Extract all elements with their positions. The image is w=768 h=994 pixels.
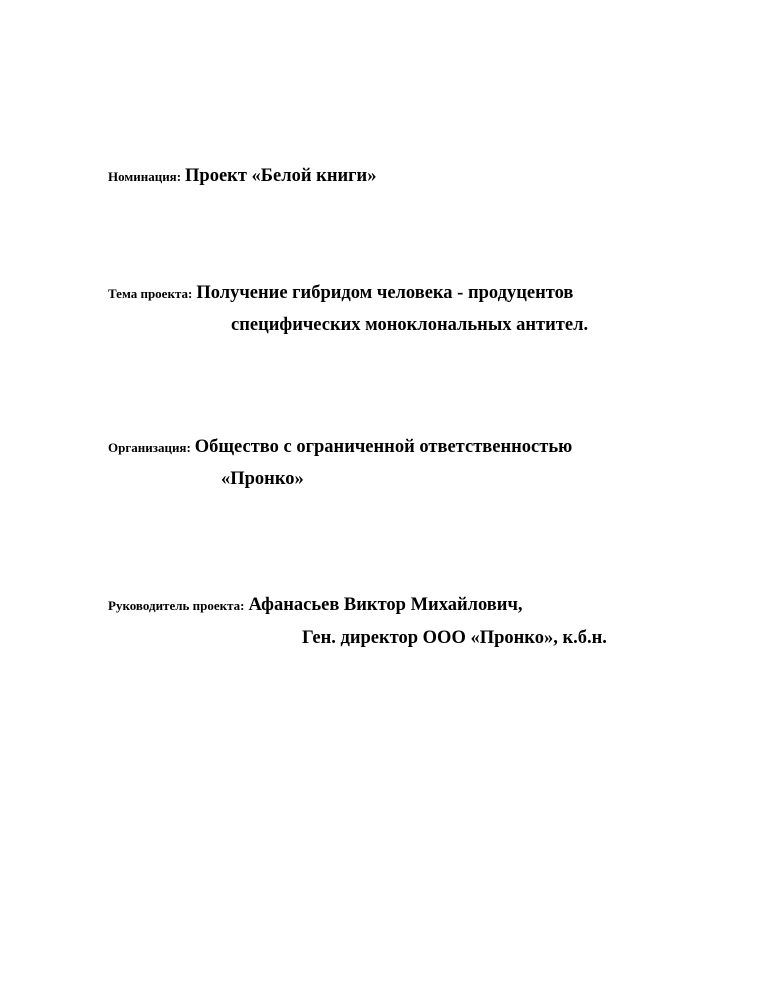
- project-lead-value-1: Афанасьев Виктор Михайлович,: [248, 595, 523, 615]
- organization-value-2: «Пронко»: [221, 469, 304, 489]
- nomination-line: [108, 166, 376, 187]
- project-lead-value-2: Ген. директор ООО «Пронко», к.б.н.: [302, 628, 607, 648]
- nomination-label: Номинация:: [108, 169, 182, 184]
- project-topic-label: Тема проекта:: [108, 286, 193, 301]
- project-lead-line: [108, 595, 523, 616]
- project-topic-value-2: специфических моноклональных антител.: [231, 315, 589, 335]
- organization-label: Организация:: [108, 440, 191, 455]
- nomination-value: Проект «Белой книги»: [185, 166, 377, 186]
- organization-line: [108, 437, 572, 458]
- project-topic-line: [108, 283, 573, 304]
- project-topic-value-1: Получение гибридом человека - продуцентов: [196, 283, 574, 303]
- project-lead-label: Руководитель проекта:: [108, 598, 245, 613]
- organization-value-1: Общество с ограниченной ответственностью: [194, 437, 573, 457]
